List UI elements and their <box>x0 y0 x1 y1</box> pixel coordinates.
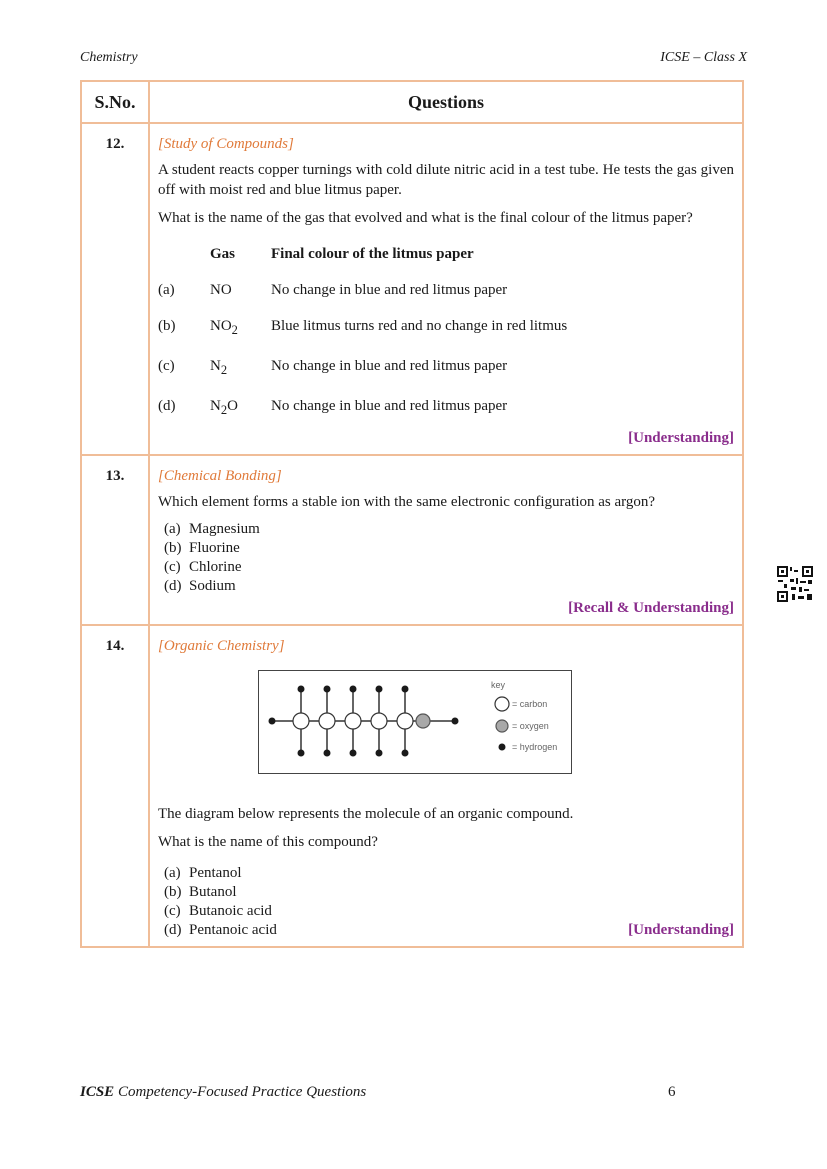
list-item: (a) Magnesium <box>164 521 260 537</box>
question-text: What is the name of this compound? <box>158 834 378 850</box>
hydrogen-atom <box>298 750 305 757</box>
question-row-13 <box>81 455 743 625</box>
header-class: ICSE – Class X <box>660 50 747 65</box>
hydrogen-atom <box>324 686 331 693</box>
option-gas: $N_2$ <box>210 358 228 377</box>
carbon-atom <box>345 713 361 729</box>
oxygen-atom <box>416 714 430 728</box>
option-key: (b) <box>158 318 176 334</box>
option-colour: No change in blue and red litmus paper <box>271 282 508 298</box>
options-list <box>164 520 734 596</box>
key-carbon-label: = carbon <box>512 699 548 709</box>
option-key: (c) <box>158 358 175 374</box>
option-key: (d) <box>158 398 176 414</box>
list-item: (b) Butanol <box>164 884 237 900</box>
question-row-12 <box>81 123 743 455</box>
options-header-row <box>158 236 734 272</box>
question-text: What is the name of the gas that evolved and what is the final colour of the litmus paper? <box>158 210 693 226</box>
hydrogen-atom <box>376 750 383 757</box>
question-number: 13. <box>81 455 149 625</box>
question-body <box>149 625 743 947</box>
list-item: (b) Fluorine <box>164 540 240 556</box>
list-item: (d) Pentanoic acid <box>164 922 277 938</box>
option-row <box>158 272 734 308</box>
option-row <box>158 348 734 388</box>
col-gas-header: Gas <box>210 246 236 262</box>
key-title: key <box>491 680 506 690</box>
question-row-14 <box>81 625 743 947</box>
option-gas: $NO_2$ <box>210 318 238 337</box>
col-questions-header: Questions <box>149 81 743 123</box>
carbon-atom <box>293 713 309 729</box>
table-header-row <box>81 81 743 123</box>
list-item: (a) Pentanol <box>164 865 242 881</box>
footer-title: ICSE Competency-Focused Practice Questions <box>80 1084 367 1100</box>
question-text: The diagram below represents the molecule of an organic compound. <box>158 806 574 822</box>
question-body <box>149 123 743 455</box>
molecule-diagram <box>258 670 572 774</box>
qr-code-icon <box>776 565 814 603</box>
header-subject: Chemistry <box>80 50 138 65</box>
question-text: A student reacts copper turnings with cold dilute nitric acid in a test tube. He tests the gas given off with moist red and blue litmus paper. <box>158 162 734 198</box>
list-item: (c) Chlorine <box>164 559 242 575</box>
carbon-atom <box>397 713 413 729</box>
list-item: (c) Butanoic acid <box>164 903 272 919</box>
key-carbon-symbol <box>495 697 509 711</box>
hydrogen-atom <box>269 718 276 725</box>
key-hydrogen-symbol <box>499 744 506 751</box>
carbon-atom <box>371 713 387 729</box>
skill-tag: [Recall & Understanding] <box>568 600 734 616</box>
hydrogen-atom <box>298 686 305 693</box>
hydrogen-atom <box>376 686 383 693</box>
carbon-atom <box>319 713 335 729</box>
hydrogen-atom <box>452 718 459 725</box>
hydrogen-atom <box>350 686 357 693</box>
skill-tag: [Understanding] <box>628 922 734 938</box>
option-row <box>158 308 734 348</box>
option-key: (a) <box>158 282 175 298</box>
option-colour: No change in blue and red litmus paper <box>271 358 508 374</box>
question-topic: [Chemical Bonding] <box>158 468 282 484</box>
question-body <box>149 455 743 625</box>
option-colour: No change in blue and red litmus paper <box>271 398 508 414</box>
question-topic: [Organic Chemistry] <box>158 638 285 654</box>
hydrogen-atom <box>324 750 331 757</box>
option-row <box>158 388 734 428</box>
key-hydrogen-label: = hydrogen <box>512 742 558 752</box>
col-colour-header: Final colour of the litmus paper <box>271 246 474 262</box>
questions-table <box>80 80 744 948</box>
hydrogen-atom <box>350 750 357 757</box>
hydrogen-atom <box>402 750 409 757</box>
page-number: 6 <box>668 1084 676 1100</box>
option-gas: NO <box>210 282 232 298</box>
col-sno-header: S.No. <box>81 81 149 123</box>
option-colour: Blue litmus turns red and no change in red litmus <box>271 318 568 334</box>
list-item: (d) Sodium <box>164 578 236 594</box>
options-list <box>164 864 277 940</box>
option-gas: $N_2O$ <box>210 398 238 417</box>
skill-tag: [Understanding] <box>628 430 734 446</box>
key-oxygen-symbol <box>496 720 508 732</box>
hydrogen-atom <box>402 686 409 693</box>
key-oxygen-label: = oxygen <box>512 721 549 731</box>
question-number: 14. <box>81 625 149 947</box>
question-topic: [Study of Compounds] <box>158 136 294 152</box>
question-text: Which element forms a stable ion with the same electronic configuration as argon? <box>158 494 656 510</box>
question-number: 12. <box>81 123 149 455</box>
options-table <box>158 236 734 428</box>
molecule-svg <box>259 671 571 773</box>
